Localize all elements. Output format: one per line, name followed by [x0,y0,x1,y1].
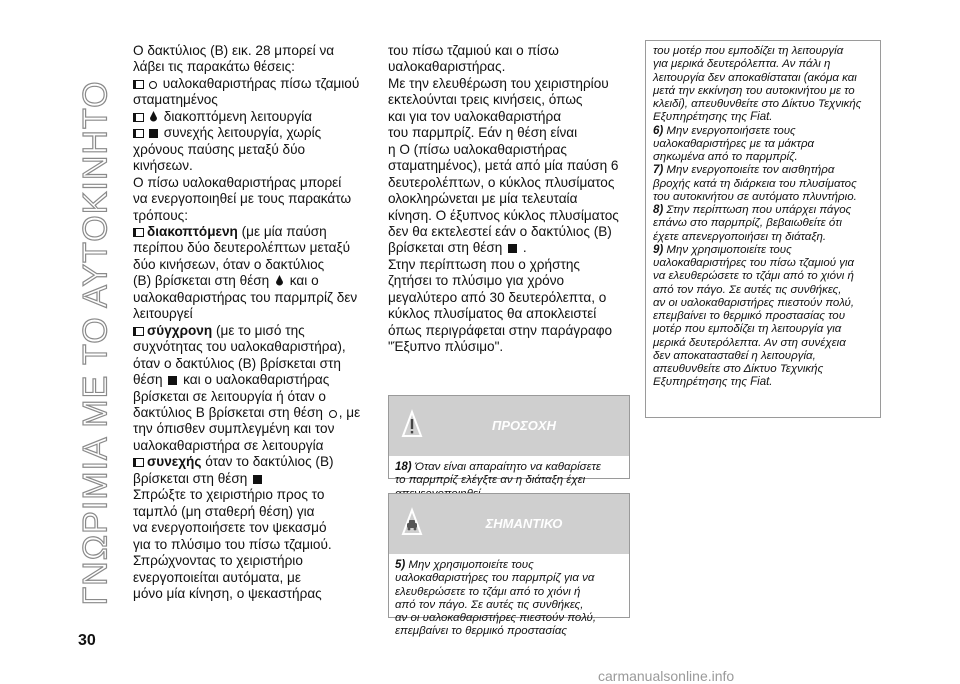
text-span: Μην χρησιμοποιείτε τους [405,559,534,571]
text-line: μοτέρ που εμποδίζει τη λειτουργία για [653,323,842,336]
text-line: Ο δακτύλιος (B) εικ. 28 μπορεί να [133,43,335,58]
warning-title: ΠΡΟΣΟΧΗ [492,418,556,433]
text-span: . [522,240,527,256]
text-line: να ενεργοποιήσετε τον ψεκασμό [133,520,327,536]
column-right-notes [645,40,881,418]
important-header [389,494,629,554]
text-line: βροχής κατά τη διάρκεια του πλυσίματος [653,177,857,190]
warning-header [389,396,629,456]
text-line: επεμβαίνει το θερμικό προστασίας του [653,310,846,322]
text-line: δεν θα εκτελεστεί εάν ο δακτύλιος (B) [388,223,612,239]
text-line: υαλοκαθαριστήρας. [388,59,506,75]
column-middle [388,43,628,356]
text-line: ζητήσει το πλύσιμο για χρόνο [388,273,565,289]
text-span: Στην περίπτωση που υπάρχει πάγος [663,204,852,216]
text-line: η O (πίσω υαλοκαθαριστήρας [388,141,567,157]
important-box [388,493,630,638]
important-title: ΣΗΜΑΝΤΙΚΟ [485,516,563,531]
rear-wiper-symbol-icon [133,129,144,138]
text-line: επεμβαίνει το θερμικό προστασίας [395,625,567,638]
note-number: 18) [395,461,412,473]
note-number: 6) [653,124,664,137]
text-line: βρίσκεται σε λειτουργία ή όταν ο [133,388,326,404]
text-line: δύο κινήσεων, όταν ο δακτύλιος [133,256,325,272]
text-line: αν οι υαλοκαθαριστήρες πιεστούν πολύ, [653,296,855,309]
text-line: συχνότητας του υαλοκαθαριστήρα), [133,339,346,355]
text-line: υαλοκαθαριστήρες με τα μάκτρα [653,137,815,150]
filled-square-icon [508,244,517,253]
term-bold: σύγχρονη [147,322,213,338]
text-line: το παρμπρίζ ελέγξτε αν η διάταξη έχει [395,474,586,487]
text-line: τρόπους: [133,207,188,223]
chapter-side-title-text: ΓΝΩΡΙΜΙΑ ΜΕ ΤΟ ΑΥΤΟΚΙΝΗΤΟ [76,80,115,606]
text-line: ταμπλό (μη σταθερή θέση) για [133,503,315,519]
text-line: απευθυνθείτε στο Δίκτυο Τεχνικής [653,363,824,375]
text-line: του αυτοκινήτου σε αυτόματο πλυντήριο. [653,190,857,203]
text-line: δεν αποκατασταθεί η λειτουργία, [653,349,816,362]
text-span: Μην ενεργοποιείτε τον αισθητήρα [663,164,835,177]
bullet-line [133,454,371,470]
text-line [133,405,371,421]
text-span: , με [338,404,361,420]
bullet-line [133,224,371,240]
text-span: Μην ενεργοποιήσετε τους [663,124,796,137]
text-line: υαλοκαθαριστήρας του παρμπρίζ δεν [133,289,358,305]
text-line [653,164,875,177]
text-line: διακοπτόμενη λειτουργία [163,108,313,124]
bullet-line [133,109,371,125]
column-left [133,43,371,602]
text-line: του πίσω τζαμιού και ο πίσω [388,43,559,58]
text-line: επάνω στο παρμπρίζ, βεβαιωθείτε ότι [653,217,842,230]
note-number: 5) [395,559,406,571]
wiper-drop-icon [149,111,158,123]
note-number: 9) [653,243,664,256]
text-line: για το πλύσιμο του πίσω τζαμιού. [133,536,332,552]
text-line: να ενεργοποιηθεί με τους παρακάτω [133,191,352,207]
text-line: του παρμπρίζ. Εάν η θέση είναι [388,125,578,141]
text-line: έχετε απενεργοποιήσει τη διάταξη. [653,230,827,243]
text-line: κύκλος πλυσίματος θα αποκλειστεί [388,306,597,322]
chapter-side-title [76,48,116,638]
text-line [653,125,875,138]
text-span: θέση [133,372,163,388]
text-line: κινήσεων. [133,158,193,174]
text-line: Σπρώχνοντας το χειριστήριο [133,553,303,569]
text-line: υαλοκαθαριστήρα σε λειτουργία [133,437,324,453]
text-line: και για τον υαλοκαθαριστήρα [388,108,562,124]
text-line: Στην περίπτωση που ο χρήστης [388,256,580,272]
important-body [389,554,629,645]
text-line: χρόνους παύσης μεταξύ δύο [133,141,306,157]
bullet-line [133,323,371,339]
text-line: όπως περιγράφεται στην παράγραφο [388,322,613,338]
text-line: λάβει τις παρακάτω θέσεις: [133,59,295,75]
rear-wiper-symbol-icon [133,228,144,237]
text-line: μεγαλύτερο από 30 δευτερόλεπτα, ο [388,289,607,305]
text-line [395,461,625,474]
text-line: "Έξυπνο πλύσιμο". [388,339,504,355]
text-span: και ο [289,273,319,289]
text-span: και ο υαλοκαθαριστήρας [183,372,330,388]
text-line: Με την ελευθέρωση του χειριστηρίου [388,75,609,91]
text-line [133,471,371,487]
ring-o-icon [149,81,157,89]
text-span: Όταν είναι απαραίτητο να καθαρίσετε [411,461,601,473]
text-line: όταν το δακτύλιος (B) [201,454,334,470]
text-line [653,204,875,217]
text-line: να ελευθερώσετε το τζάμι από το χιόνι ή [653,270,854,283]
text-line: μόνο μία κίνηση, ο ψεκαστήρας [133,585,322,601]
text-line: λειτουργία δεν αποκαθίσταται (ακόμα και [653,71,857,84]
text-line: δευτερολέπτων, ο κύκλος πλυσίματος [388,174,615,190]
text-line: αν οι υαλοκαθαριστήρες πιεστούν πολύ, [395,612,597,625]
text-line: ελευθερώσετε το τζάμι από το χιόνι ή [395,585,581,598]
text-line: Σπρώξτε το χειριστήριο προς το [133,487,325,503]
text-line [133,372,371,388]
filled-square-icon [168,376,177,385]
page-number: 30 [78,632,96,649]
ring-o-icon [329,410,337,418]
text-span: βρίσκεται στη θέση [133,470,248,486]
text-line: Εξυπηρέτησης της Fiat. [653,376,773,389]
text-line: ολοκληρώνεται με μία τελευταία [388,191,578,207]
text-line: σηκωμένα από το παρμπρίζ. [653,151,798,163]
rear-wiper-symbol-icon [133,80,144,89]
note-number: 8) [653,204,664,216]
bullet-line [133,76,371,92]
term-bold: διακοπτόμενη [147,223,238,239]
term-bold: συνεχής [147,454,202,470]
text-line: υαλοκαθαριστήρας πίσω τζαμιού [162,75,360,91]
text-span: Μην χρησιμοποιείτε τους [663,243,792,256]
text-line: σταματημένος), μετά από μία παύση 6 [388,158,619,174]
text-line: κλειδί), απευθυνθείτε στο Δίκτυο Τεχνικής [653,98,862,110]
text-line: Ο πίσω υαλοκαθαριστήρας μπορεί [133,174,342,190]
text-line: (με μία παύση [237,223,327,239]
text-line: ενεργοποιείται αυτόματα, με [133,569,301,585]
filled-square-icon [253,475,262,484]
text-line: μετά την εκκίνηση του αυτοκινήτου με το [653,84,855,97]
text-span: δακτύλιος B βρίσκεται στη θέση [133,404,323,420]
filled-square-icon [149,129,158,138]
text-line: περίπου δύο δευτερολέπτων μεταξύ [133,240,351,256]
text-line: όταν ο δακτύλιος (B) βρίσκεται στη [133,355,341,371]
text-line: υαλοκαθαριστήρες του παρμπρίζ για να [395,572,595,585]
bullet-line [133,125,371,141]
text-line: συνεχής λειτουργία, χωρίς [163,125,322,141]
text-line: υαλοκαθαριστήρες του πίσω τζαμιού για [653,257,855,269]
text-line [395,559,625,572]
rear-wiper-symbol-icon [133,458,144,467]
text-line: από τον πάγο. Σε αυτές τις συνθήκες, [653,283,842,296]
text-line [653,244,875,257]
note-number: 7) [653,164,664,177]
text-line: κίνηση. Ο έξυπνος κύκλος πλυσίματος [388,207,619,223]
rear-wiper-symbol-icon [133,327,144,336]
text-line: μερικά δευτερόλεπτα. Αν στη συνέχεια [653,336,846,349]
text-line [388,240,628,256]
text-line: από τον πάγο. Σε αυτές τις συνθήκες, [395,598,584,611]
rear-wiper-symbol-icon [133,113,144,122]
watermark-text: carmanualsonline.info [598,668,735,684]
warning-box [388,395,630,487]
text-span: (B) βρίσκεται στη θέση [133,273,270,289]
text-line: λειτουργεί [133,306,193,322]
text-line [133,273,371,289]
text-line: του μοτέρ που εμποδίζει τη λειτουργία [653,45,844,57]
wiper-drop-icon [275,275,284,287]
text-line: Εξυπηρέτησης της Fiat. [653,111,773,124]
text-line: την όπισθεν συμπλεγμένη και τον [133,421,335,437]
text-line: εκτελούνται τρεις κινήσεις, όπως [388,92,583,108]
text-line: για μερικά δευτερόλεπτα. Αν πάλι η [653,58,831,71]
text-line: σταματημένος [133,92,218,108]
text-span: βρίσκεται στη θέση [388,240,503,256]
text-line: (με το μισό της [212,322,305,338]
